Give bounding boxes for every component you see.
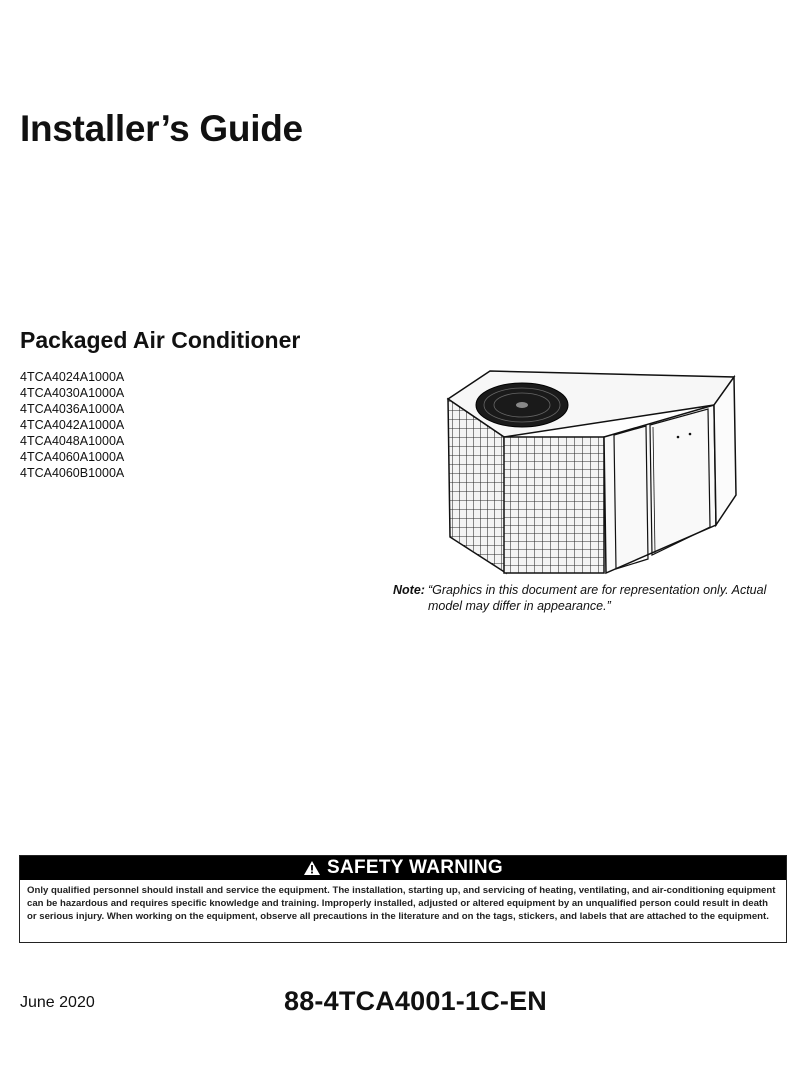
model-number: 4TCA4024A1000A <box>20 370 125 384</box>
safety-warning-box <box>19 855 787 943</box>
safety-warning-title: SAFETY WARNING <box>327 857 503 878</box>
unit-illustration <box>438 365 750 578</box>
model-number: 4TCA4036A1000A <box>20 402 125 416</box>
model-number: 4TCA4042A1000A <box>20 418 125 432</box>
safety-warning-text: Only qualified personnel should install and service the equipment. The installation, starting up, and servicing of heating, ventilating, and air-conditioning equipment can be hazardous and requires specific knowledge and training. Improperly installed, adjusted or altered equipment by an unqualified person could result in death or serious injury. When working on the equipment, observe all precautions in the literature and on the tags, stickers, and labels that are attached to the equipment. <box>27 885 776 922</box>
page-title: Installer’s Guide <box>20 108 303 149</box>
publication-date: June 2020 <box>20 994 95 1011</box>
safety-warning-header <box>20 856 786 880</box>
model-number: 4TCA4060A1000A <box>20 450 125 464</box>
model-number: 4TCA4048A1000A <box>20 434 125 448</box>
model-number: 4TCA4060B1000A <box>20 466 125 480</box>
warning-triangle-icon <box>303 860 321 876</box>
model-list <box>20 369 124 481</box>
note-label: Note: <box>393 583 425 597</box>
note-text: “Graphics in this document are for representation only. Actual model may differ in appearance.” <box>428 583 767 613</box>
product-subtitle: Packaged Air Conditioner <box>20 327 301 353</box>
document-number: 88-4TCA4001-1C-EN <box>284 986 547 1016</box>
model-number: 4TCA4030A1000A <box>20 386 125 400</box>
